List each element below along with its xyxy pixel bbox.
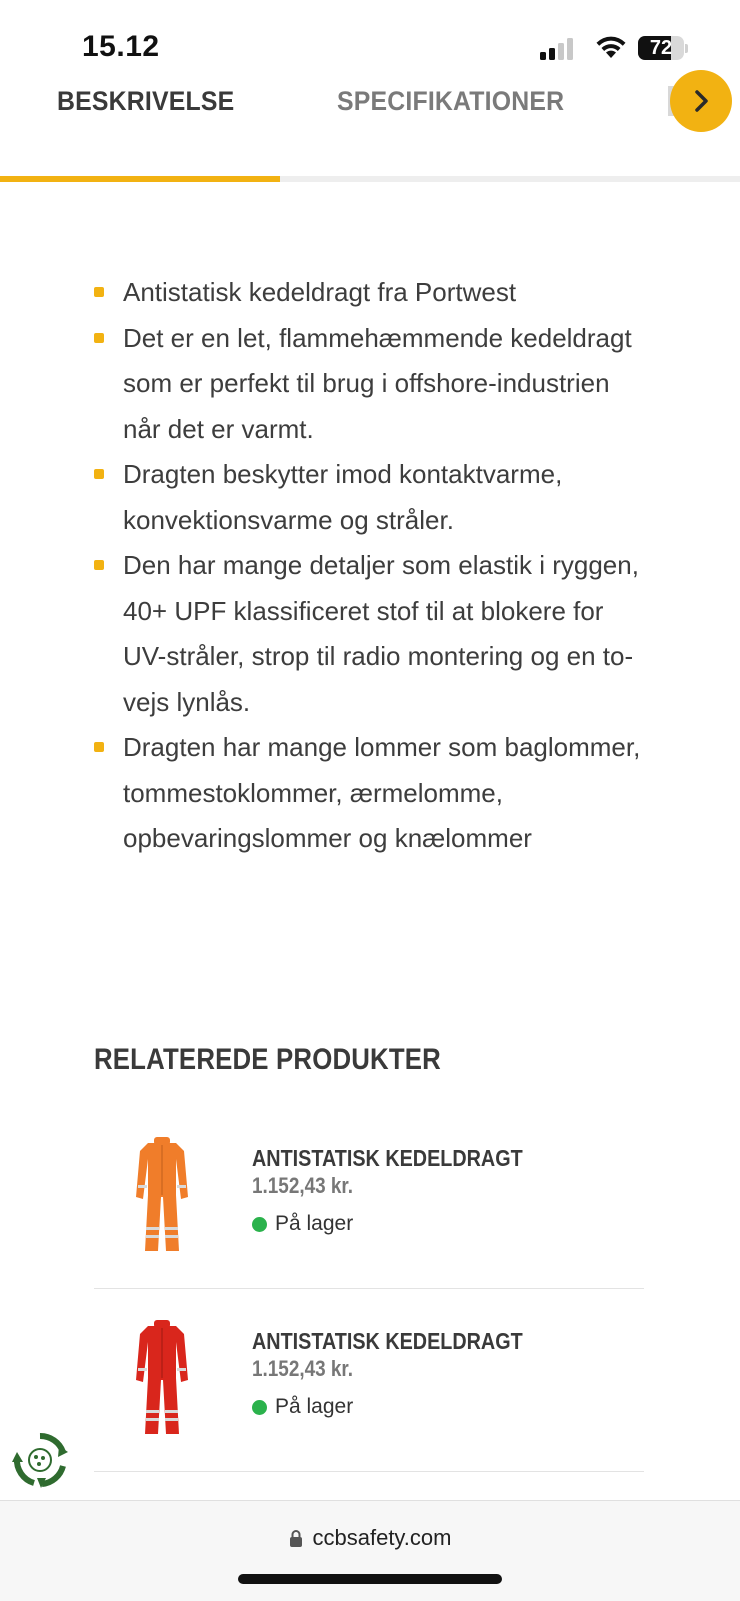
- stock-status: På lager: [252, 1395, 353, 1419]
- url-text: ccbsafety.com: [312, 1525, 452, 1550]
- tabs-next-button[interactable]: [670, 70, 732, 132]
- stock-status: På lager: [252, 1212, 353, 1236]
- url-field[interactable]: [0, 1525, 740, 1551]
- in-stock-icon: [252, 1400, 267, 1415]
- product-price: 1.152,43 kr.: [252, 1356, 354, 1381]
- coverall-image-red[interactable]: [134, 1318, 190, 1438]
- list-item: Dragten beskytter imod kontaktvarme, konvektionsvarme og stråler.: [94, 452, 654, 543]
- coverall-image-orange[interactable]: [134, 1135, 190, 1255]
- home-indicator[interactable]: [238, 1574, 502, 1584]
- divider: [94, 1288, 644, 1289]
- list-item: Dragten har mange lommer som baglommer, tommestoklommer, ærmelomme, opbevaringslommer og knælommer: [94, 725, 654, 862]
- bullet-icon: [94, 742, 104, 752]
- bullet-icon: [94, 333, 104, 343]
- lock-icon: [289, 1529, 303, 1547]
- battery-level: 72: [649, 37, 673, 59]
- list-item: Den har mange detaljer som elastik i ryggen, 40+ UPF klassificeret stof til at blokere for UV-stråler, strop til radio montering og en to-vejs lynlås.: [94, 543, 654, 725]
- product-name[interactable]: ANTISTATISK KEDELDRAGT: [252, 1145, 523, 1171]
- bullet-icon: [94, 287, 104, 297]
- in-stock-icon: [252, 1217, 267, 1232]
- status-time: 15.12: [82, 30, 160, 63]
- recycle-badge-icon[interactable]: [12, 1432, 68, 1488]
- wifi-icon: [594, 36, 628, 60]
- chevron-right-icon: [688, 88, 714, 114]
- tab-beskrivelse[interactable]: BESKRIVELSE: [57, 86, 235, 116]
- product-name[interactable]: ANTISTATISK KEDELDRAGT: [252, 1328, 523, 1354]
- list-item: Det er en let, flammehæmmende kedeldragt som er perfekt til brug i offshore-industrien når det er varmt.: [94, 316, 654, 453]
- divider: [94, 1471, 644, 1472]
- battery-icon: [638, 36, 690, 62]
- active-tab-indicator: [0, 176, 280, 182]
- description-list: [94, 270, 654, 862]
- list-item: Antistatisk kedeldragt fra Portwest: [94, 270, 654, 316]
- bullet-icon: [94, 560, 104, 570]
- cellular-signal-icon: [540, 38, 580, 60]
- tab-specifikationer[interactable]: SPECIFIKATIONER: [337, 86, 565, 116]
- bullet-icon: [94, 469, 104, 479]
- related-product-card[interactable]: [94, 1298, 644, 1458]
- related-products-heading: RELATEREDE PRODUKTER: [94, 1043, 441, 1076]
- product-price: 1.152,43 kr.: [252, 1173, 354, 1198]
- related-product-card[interactable]: [94, 1115, 644, 1275]
